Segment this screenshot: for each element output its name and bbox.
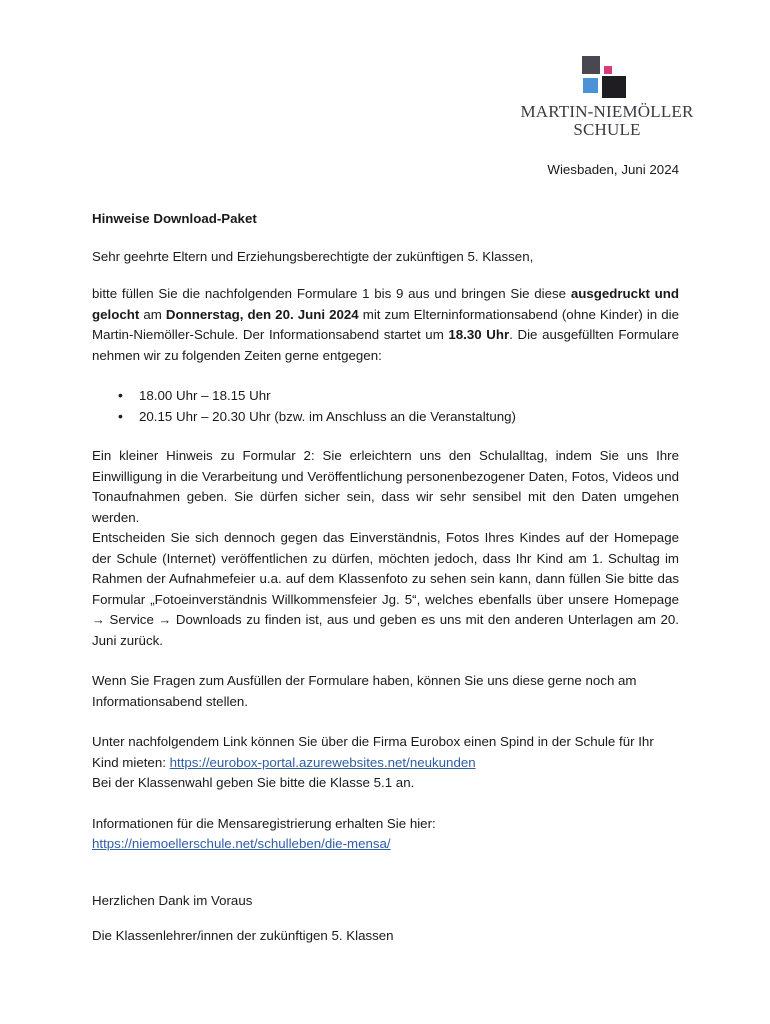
logo-square-blue: [583, 78, 598, 93]
letter-title: Hinweise Download-Paket: [92, 211, 257, 226]
arrow-right-icon: →: [92, 612, 105, 627]
school-logo: [512, 54, 702, 140]
text: bitte füllen Sie die nachfolgenden Formulare 1 bis 9 aus und bringen Sie diese: [92, 286, 571, 301]
text: . Die ausgefüllten Formulare nehmen wir zu folgenden Zeiten gerne entgegen:: [92, 327, 679, 363]
eurobox-link[interactable]: https://eurobox-portal.azurewebsites.net/neukunden: [169, 754, 476, 770]
list-item: • 18.00 Uhr – 18.15 Uhr: [139, 385, 679, 406]
text: am: [139, 306, 166, 322]
bold-time: 18.30 Uhr: [448, 327, 510, 342]
bold-text: ausgedruckt und gelocht: [92, 286, 679, 322]
text: Unter nachfolgendem Link können Sie über die Firma Eurobox einen Spind in der Schule für Ihr Kind mieten:: [92, 734, 654, 770]
paragraph-photo-consent: [92, 528, 679, 651]
logo-squares-icon: [582, 54, 632, 98]
list-item: • 20.15 Uhr – 20.30 Uhr (bzw. im Anschluss an die Veranstaltung): [139, 406, 679, 427]
logo-square-pink: [604, 66, 612, 74]
paragraph-forms: [92, 284, 679, 366]
logo-text-line1: MARTIN-NIEMÖLLER: [520, 102, 694, 121]
text: Service: [105, 612, 159, 627]
signature: Die Klassenlehrer/innen der zukünftigen 5. Klassen: [92, 928, 394, 943]
text: Entscheiden Sie sich dennoch gegen das Einverständnis, Fotos Ihres Kindes auf der Homepage der Schule (Internet) veröffentlichen zu dürfen, möchten jedoch, dass Ihr Kind am 1. Schultag im Rahmen der Aufnahmefeier u.a. auf dem Klassenfoto zu sehen sein kann, dann füllen Sie bitte das Formular „Fotoeinverständnis Willkommensfeier Jg. 5“, welches ebenfalls über unsere Homepage: [92, 530, 679, 607]
letter-body: [92, 204, 679, 947]
date-line: Wiesbaden, Juni 2024: [547, 162, 679, 177]
paragraph-form2-note: Ein kleiner Hinweis zu Formular 2: Sie erleichtern uns den Schulalltag, indem Sie uns Ihre Einwilligung in die Verarbeitung und Veröffentlichung personenbezogener Daten, Fotos, Videos und Tonaufnahmen geben. Sie dürfen sicher sein, dass wir sehr sensibel mit den Daten umgehen werden.: [92, 448, 679, 525]
logo-square-dark: [582, 56, 600, 74]
text: Bei der Klassenwahl geben Sie bitte die Klasse 5.1 an.: [92, 775, 415, 790]
mensa-link[interactable]: https://niemoellerschule.net/schulleben/die-mensa/: [92, 836, 391, 851]
logo-text-line2: SCHULE: [573, 120, 641, 139]
paragraph-questions: Wenn Sie Fragen zum Ausfüllen der Formulare haben, können Sie uns diese gerne noch am Informationsabend stellen.: [92, 673, 637, 709]
paragraph-locker: [92, 732, 679, 794]
closing: Herzlichen Dank im Voraus: [92, 892, 253, 908]
logo-square-black: [602, 76, 626, 98]
arrow-right-icon: →: [158, 612, 172, 627]
text: mit zum Elterninformationsabend (ohne Kinder) in die Martin-Niemöller-Schule. Der Informationsabend startet um: [92, 306, 679, 342]
times-list: [92, 385, 679, 427]
text: Downloads zu finden ist, aus und geben es uns mit den anderen Unterlagen am 20. Juni zurück.: [92, 612, 679, 648]
bold-date: Donnerstag, den 20. Juni 2024: [165, 306, 359, 322]
greeting: Sehr geehrte Eltern und Erziehungsberechtigte der zukünftigen 5. Klassen,: [92, 248, 534, 264]
text: Informationen für die Mensaregistrierung erhalten Sie hier:: [92, 815, 436, 831]
paragraph-mensa: [92, 814, 679, 855]
